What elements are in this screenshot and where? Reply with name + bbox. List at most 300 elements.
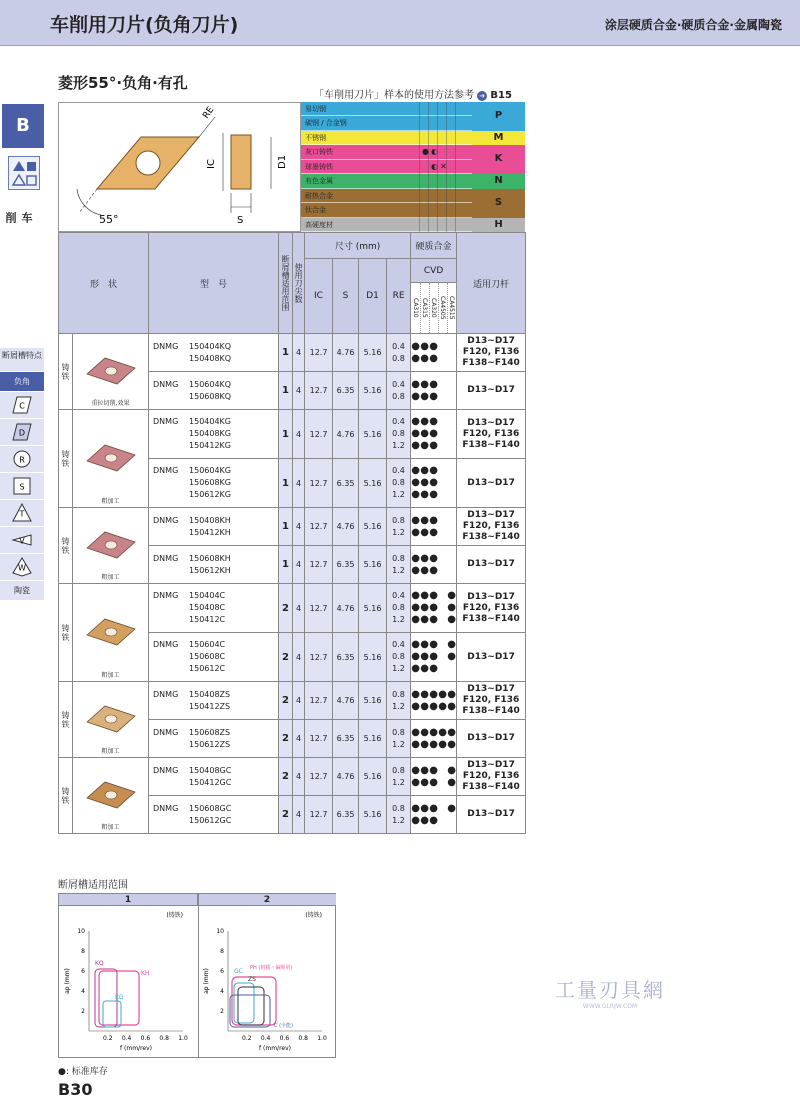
re-value: 1.2	[392, 565, 405, 575]
x-tick-label: 0.2	[242, 1035, 252, 1042]
holder-cell	[457, 546, 526, 584]
grade-dot: ●	[411, 802, 420, 814]
re-cell	[387, 720, 411, 758]
grade-dot	[438, 651, 447, 663]
material-mark: ●	[422, 147, 429, 157]
grade-dot: ●	[429, 738, 438, 750]
model-series: DNMG	[153, 515, 179, 525]
shape-cell	[73, 758, 149, 834]
model-code: 150408GC	[189, 765, 232, 775]
s-value: 4.76	[333, 584, 359, 633]
grade-dot: ●	[420, 764, 429, 776]
material-label: 碳钢 / 合金钢	[305, 119, 347, 128]
grade-dot: ●	[420, 465, 429, 476]
insert-photo-icon	[83, 528, 139, 562]
model-codes	[189, 416, 231, 452]
section-letter-tab[interactable]: B	[2, 104, 44, 148]
grade-dot-row	[411, 341, 456, 353]
grade-dot: ●	[429, 726, 438, 738]
ic-value: 12.7	[305, 584, 333, 633]
material-label: 耐热合金	[305, 191, 333, 200]
shape-letter: R	[19, 455, 25, 465]
d1-value: 5.16	[359, 546, 387, 584]
edge-count: 4	[293, 508, 305, 546]
chip-label: 粗加工	[101, 672, 120, 679]
sidebar-nav-item-5[interactable]	[0, 473, 44, 500]
grade-dot: ●	[420, 514, 429, 526]
material-label: 球墨铸铁	[305, 162, 333, 171]
col-edges-label: 使用刀尖数	[294, 263, 304, 303]
d1-value: 5.16	[359, 720, 387, 758]
grade-dot: ●	[411, 602, 420, 613]
sidebar-nav-item-7[interactable]	[0, 527, 44, 554]
model-code: 150612KG	[189, 490, 231, 499]
model-codes	[189, 379, 231, 403]
s-value: 4.76	[333, 410, 359, 459]
grade-dot-row	[411, 391, 456, 403]
reference-text: 「车削用刀片」样本的使用方法参考	[314, 90, 474, 101]
s-value: 4.76	[333, 334, 359, 372]
holder-value: F138~F140	[462, 358, 520, 368]
edge-count: 4	[293, 459, 305, 508]
chipbreaker-range: 1	[279, 410, 293, 459]
x-tick-label: 0.6	[140, 1035, 151, 1042]
grade-cell	[411, 459, 457, 508]
x-tick-label: 0.8	[159, 1035, 169, 1042]
y-tick-label: 4	[81, 988, 85, 995]
shape-t-icon	[11, 502, 33, 524]
model-code: 150608C	[189, 652, 226, 661]
re-value: 0.4	[392, 466, 405, 475]
grade-cell	[411, 584, 457, 633]
section-title: 菱形55°·负角·有孔	[58, 74, 188, 92]
edge-count: 4	[293, 584, 305, 633]
re-cell	[387, 796, 411, 834]
grade-dot-row	[411, 465, 456, 477]
insert-geometry-drawing	[59, 103, 302, 233]
material-mark: ◐	[431, 147, 438, 157]
grade-cell	[411, 508, 457, 546]
insert-spec-table	[58, 232, 526, 834]
material-group-cell	[59, 508, 73, 584]
chipbreaker-range: 2	[279, 584, 293, 633]
watermark-text: 工量刃具網	[555, 978, 665, 1002]
holder-cell	[457, 584, 526, 633]
holder-value: F138~F140	[462, 613, 520, 624]
y-tick-label: 8	[81, 948, 85, 955]
holder-cell	[457, 758, 526, 796]
grade-dots	[411, 465, 456, 501]
s-value: 6.35	[333, 372, 359, 410]
grade-dot: ●	[411, 390, 420, 402]
grade-dot: ●	[429, 489, 438, 500]
grade-dot: ●	[429, 564, 438, 576]
model-code: 150404KG	[189, 417, 231, 426]
insert-photo-icon	[83, 441, 139, 475]
material-grade-columns	[419, 102, 472, 232]
sidebar-nav-item-0[interactable]	[0, 348, 44, 372]
model-codes	[189, 803, 231, 827]
shape-letter: D	[18, 428, 26, 438]
re-value: 0.8	[392, 765, 405, 775]
grade-cell	[411, 758, 457, 796]
grade-dot: ●	[420, 614, 429, 625]
grade-dot: ●	[411, 639, 420, 650]
material-group-label: 铸铁	[61, 536, 70, 555]
material-label: 钛合金	[305, 206, 326, 215]
material-mark: ◐	[431, 161, 438, 171]
d1-value: 5.16	[359, 459, 387, 508]
edge-count: 4	[293, 334, 305, 372]
model-code: 150408KH	[189, 515, 231, 525]
holder-value: F120, F136	[462, 521, 520, 531]
grade-dot: ●	[411, 378, 420, 390]
label-c: C (全能)	[274, 1023, 293, 1029]
range-panel-head: 1	[59, 894, 198, 906]
grade-dot-row	[411, 590, 456, 602]
grade-dot-row	[411, 639, 456, 651]
d1-value: 5.16	[359, 410, 387, 459]
grade-dot: ●	[429, 465, 438, 476]
grade-dots	[411, 515, 456, 539]
col-ic: IC	[305, 259, 333, 334]
re-value: 0.8	[392, 727, 405, 737]
grade-dot-row	[411, 379, 456, 391]
model-code: 150608KQ	[189, 391, 232, 401]
model-codes	[189, 765, 231, 789]
chipbreaker-range: 1	[279, 459, 293, 508]
table-row	[59, 508, 526, 546]
re-value: 1.2	[392, 739, 405, 749]
label-kh: KH	[141, 970, 150, 977]
grade-dot: ●	[420, 552, 429, 564]
y-axis-label: ap (mm)	[203, 968, 210, 994]
grade-dot: ●	[411, 440, 420, 451]
grade-dot: ●	[447, 802, 456, 814]
grade-cell	[411, 334, 457, 372]
footer-note: ●: 标准库存	[58, 1067, 108, 1077]
material-mark: ✕	[440, 161, 447, 171]
insert-photo-icon	[83, 702, 139, 736]
col-d1: D1	[359, 259, 387, 334]
grade-dot: ●	[438, 726, 447, 738]
edge-count: 4	[293, 682, 305, 720]
sidebar-nav-item-3[interactable]	[0, 419, 44, 446]
grade-dot: ●	[429, 639, 438, 650]
sidebar-nav-item-9[interactable]	[0, 581, 44, 601]
y-tick-label: 2	[81, 1008, 85, 1015]
grade-dot-row	[411, 663, 456, 675]
grade-dot: ●	[420, 663, 429, 674]
re-value: 0.4	[392, 379, 405, 389]
chip-label: 粗加工	[101, 748, 120, 755]
grade-dot: ●	[429, 651, 438, 662]
re-value: 0.8	[392, 652, 405, 661]
model-code: 150608GC	[189, 803, 232, 813]
holder-value: F138~F140	[462, 439, 520, 450]
grade-col-line	[437, 102, 438, 232]
model-series: DNMG	[153, 417, 179, 426]
col-cvd: CVD	[411, 259, 457, 283]
grade-dots	[411, 553, 456, 577]
holder-cell	[457, 372, 526, 410]
grade-dot: ●	[420, 428, 429, 439]
sidebar-nav-label: 断屑槽特点	[2, 351, 42, 360]
holder-value: D13~D17	[467, 336, 515, 346]
x-axis-label: f (mm/rev)	[120, 1045, 152, 1052]
model-code: 150408KG	[189, 429, 231, 438]
sidebar-nav-item-8[interactable]	[0, 554, 44, 581]
material-group-cell	[59, 682, 73, 758]
model-code: 150608KG	[189, 478, 231, 487]
re-cell	[387, 334, 411, 372]
holder-value: F120, F136	[462, 428, 520, 439]
range-kg	[103, 1001, 121, 1027]
reference-note	[314, 86, 512, 101]
model-code: 150404C	[189, 591, 226, 600]
grade-dot: ●	[420, 688, 429, 700]
model-cell	[149, 584, 279, 633]
model-codes	[189, 341, 231, 365]
material-group-label: 铸铁	[61, 449, 70, 468]
holder-value: F120, F136	[462, 695, 520, 705]
label-gc: GC	[234, 968, 243, 975]
grade-dot: ●	[429, 526, 438, 538]
holder-cell	[457, 508, 526, 546]
model-cell	[149, 546, 279, 584]
range-zs	[238, 987, 264, 1025]
material-group-k: K	[472, 145, 525, 174]
ic-value: 12.7	[305, 508, 333, 546]
sidebar-nav-label: 负角	[14, 377, 30, 386]
model-codes	[189, 590, 225, 626]
re-value: 0.4	[392, 417, 405, 426]
grade-dot-row	[411, 602, 456, 614]
grade-dot: ●	[420, 477, 429, 488]
grade-dot: ●	[429, 776, 438, 788]
arrow-right-icon: ➔	[477, 91, 487, 101]
range-panel-tag: (铸铁)	[305, 912, 322, 919]
d1-value: 5.16	[359, 334, 387, 372]
range-panel-tag: (铸铁)	[166, 912, 183, 919]
re-value: 1.2	[392, 777, 405, 787]
re-label: RE	[201, 105, 217, 121]
re-value: 1.2	[392, 527, 405, 537]
model-code: 150604KQ	[189, 379, 232, 389]
model-code: 150604C	[189, 640, 226, 649]
range-panel-head: 2	[198, 894, 336, 906]
grade-dot: ●	[420, 639, 429, 650]
re-cell	[387, 584, 411, 633]
model-code: 150608KH	[189, 553, 231, 563]
model-cell	[149, 758, 279, 796]
re-value: 1.2	[392, 441, 405, 450]
shape-c-icon	[11, 394, 33, 416]
re-value: 0.8	[392, 478, 405, 487]
grade-dot-row	[411, 353, 456, 365]
y-tick-label: 10	[216, 928, 224, 935]
grade-dots	[411, 639, 456, 675]
model-codes	[189, 727, 230, 751]
edge-count: 4	[293, 546, 305, 584]
model-series: DNMG	[153, 466, 179, 475]
grade-dot-row	[411, 515, 456, 527]
re-value: 1.2	[392, 664, 405, 673]
re-cell	[387, 508, 411, 546]
chipbreaker-range: 2	[279, 758, 293, 796]
x-tick-label: 0.2	[103, 1035, 113, 1042]
holder-value: F120, F136	[462, 771, 520, 781]
grade-dot: ●	[429, 700, 438, 712]
grade-cell	[411, 796, 457, 834]
re-value: 0.4	[392, 640, 405, 649]
grade-dot-row	[411, 489, 456, 501]
ic-value: 12.7	[305, 459, 333, 508]
grade-dot: ●	[447, 688, 456, 700]
grade-dot: ●	[429, 416, 438, 427]
s-value: 6.35	[333, 546, 359, 584]
model-code: 150408C	[189, 603, 226, 612]
grade-dot: ●	[420, 352, 429, 364]
material-group-label: 铸铁	[61, 362, 70, 381]
x-tick-label: 0.6	[279, 1035, 290, 1042]
grade-dot: ●	[429, 688, 438, 700]
material-group-cell	[59, 758, 73, 834]
grade-cell	[411, 410, 457, 459]
holder-value: D13~D17	[467, 417, 515, 428]
ic-value: 12.7	[305, 334, 333, 372]
grade-dot: ●	[429, 614, 438, 625]
re-cell	[387, 459, 411, 508]
ic-value: 12.7	[305, 410, 333, 459]
grade-dot: ●	[420, 700, 429, 712]
chipbreaker-range: 1	[279, 372, 293, 410]
sidebar-nav-item-6[interactable]	[0, 500, 44, 527]
grade-dot: ●	[411, 465, 420, 476]
model-cell	[149, 410, 279, 459]
grade-dots	[411, 379, 456, 403]
grade-dot: ●	[411, 814, 420, 826]
chipbreaker-range: 1	[279, 508, 293, 546]
edge-count: 4	[293, 372, 305, 410]
grade-dot	[438, 777, 447, 789]
material-label: 高硬度材	[305, 220, 333, 229]
grade-dot: ●	[411, 526, 420, 538]
grade-dot-row	[411, 527, 456, 539]
range-panel-1	[59, 907, 198, 1057]
re-cell	[387, 372, 411, 410]
re-value: 1.2	[392, 615, 405, 624]
re-value: 0.8	[392, 803, 405, 813]
col-holder: 适用刀杆	[457, 233, 526, 334]
x-tick-label: 0.4	[260, 1035, 271, 1042]
grade-dots	[411, 341, 456, 365]
model-code: 150608ZS	[189, 727, 231, 737]
grade-dot: ●	[420, 489, 429, 500]
grade-cell	[411, 682, 457, 720]
holder-value: F120, F136	[462, 602, 520, 613]
x-tick-label: 0.8	[298, 1035, 308, 1042]
holder-value: D13~D17	[467, 385, 515, 395]
material-group-s: S	[472, 189, 525, 218]
page-header	[0, 0, 800, 46]
y-tick-label: 2	[220, 1008, 224, 1015]
sidebar-nav-item-1[interactable]	[0, 372, 44, 392]
model-series: DNMG	[153, 553, 179, 563]
model-series: DNMG	[153, 591, 179, 600]
holder-cell	[457, 459, 526, 508]
shape-letter: W	[18, 563, 26, 573]
chip-label: 粗加工	[101, 824, 120, 831]
grade-dot: ●	[429, 663, 438, 674]
holder-cell	[457, 410, 526, 459]
material-group-h: H	[472, 218, 525, 232]
grade-dot: ●	[411, 416, 420, 427]
sidebar-nav-item-4[interactable]	[0, 446, 44, 473]
s-value: 6.35	[333, 796, 359, 834]
grade-dot: ●	[420, 726, 429, 738]
shape-letter: C	[19, 401, 25, 411]
re-value: 0.8	[392, 603, 405, 612]
col-coating: 硬质合金	[411, 233, 457, 259]
grade-dot-row	[411, 651, 456, 663]
ic-value: 12.7	[305, 682, 333, 720]
page-subtitle: 涂层硬质合金·硬质合金·金属陶瓷	[604, 18, 782, 32]
table-row	[59, 758, 526, 796]
holder-value: D13~D17	[467, 477, 515, 488]
grade-dot: ●	[438, 738, 447, 750]
grade-dot: ●	[429, 552, 438, 564]
label-kq: KQ	[95, 960, 104, 967]
angle-label: 55°	[99, 213, 119, 226]
grade-dot: ●	[420, 340, 429, 352]
shape-letter: S	[19, 482, 25, 492]
holder-cell	[457, 682, 526, 720]
grade-cell	[411, 372, 457, 410]
holder-value: F138~F140	[462, 532, 520, 542]
reference-page-link[interactable]: B15	[490, 90, 512, 101]
grade-dot: ●	[420, 776, 429, 788]
holder-value: D13~D17	[467, 510, 515, 520]
grade-dot-row	[411, 803, 456, 815]
table-row	[59, 334, 526, 372]
s-label: S	[237, 215, 244, 226]
ic-value: 12.7	[305, 796, 333, 834]
grade-dot: ●	[411, 614, 420, 625]
col-edges	[293, 233, 305, 334]
grade-dot-row	[411, 739, 456, 751]
holder-value: D13~D17	[467, 760, 515, 770]
grade-dot: ●	[411, 477, 420, 488]
sidebar-nav-item-2[interactable]	[0, 392, 44, 419]
shape-s-icon	[11, 475, 33, 497]
x-axis-label: f (mm/rev)	[259, 1045, 291, 1052]
grade-dot-row	[411, 777, 456, 789]
grade-dot: ●	[411, 564, 420, 576]
model-code: 150412C	[189, 615, 226, 624]
chip-label: 粗加工	[101, 574, 120, 581]
grade-dot: ●	[429, 428, 438, 439]
re-value: 0.8	[392, 553, 405, 563]
col-re: RE	[387, 259, 411, 334]
holder-cell	[457, 720, 526, 758]
holder-value: F138~F140	[462, 706, 520, 716]
grade-dot: ●	[411, 738, 420, 750]
grade-dot: ●	[429, 802, 438, 814]
grade-dot: ●	[411, 352, 420, 364]
grade-dots	[411, 765, 456, 789]
grade-cell	[411, 720, 457, 758]
